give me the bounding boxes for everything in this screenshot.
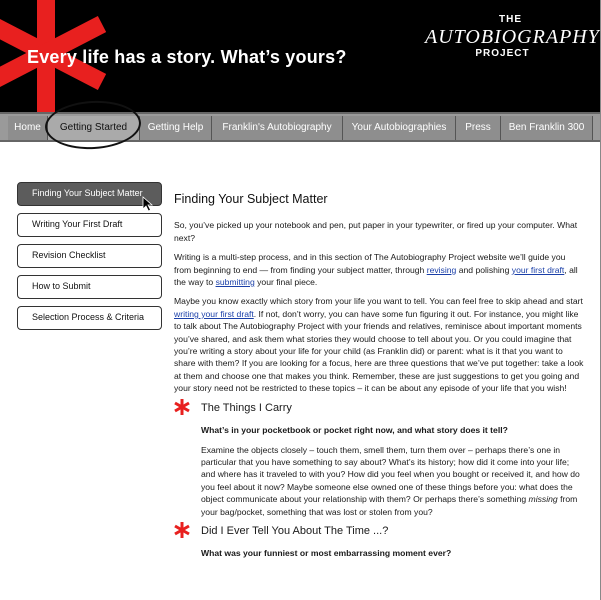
logo-project: PROJECT [475, 48, 530, 59]
nav-your-autobiographies[interactable]: Your Autobiographies [343, 116, 456, 140]
section-title: The Things I Carry [201, 401, 292, 414]
logo-main: AUTOBIOGRAPHY [425, 26, 600, 48]
text: and polishing [456, 264, 512, 275]
section-heading-things-i-carry [201, 402, 584, 414]
text: Examine the objects closely – touch them, smell them, turn them over – perhaps there’s one in particular that you have something to say about? What’s its history; how did it come into your life; and where has it traveled to with you? How did you feel when you bought or received it, and how do you feel about it now? Maybe someone else owned one of these things before you: what does the object communicate about your relationship with them? Or perhaps there’s something [201, 444, 580, 505]
red-asterisk-icon [174, 521, 190, 539]
site-tagline: Every life has a story. What’s yours? [27, 47, 347, 67]
intro-paragraph: So, you’ve picked up your notebook and pen, put paper in your typewriter, or fired up your computer. What next? [174, 220, 578, 243]
nav-press[interactable]: Press [456, 116, 501, 140]
site-header [0, 0, 601, 112]
text: , all the way to [174, 264, 578, 288]
nav-franklins-autobiography[interactable]: Franklin's Autobiography [212, 116, 343, 140]
section-question: What’s in your pocketbook or pocket right now, and what story does it tell? [201, 425, 508, 436]
logo-the: THE [499, 14, 522, 25]
sidebar [17, 182, 162, 337]
writing-first-draft-link[interactable]: writing your first draft [174, 308, 254, 319]
section-title: Did I Ever Tell You About The Time ...? [201, 524, 389, 537]
nav-ben-franklin-300[interactable]: Ben Franklin 300 [501, 116, 593, 140]
revising-link[interactable]: revising [426, 264, 457, 275]
sidebar-item-writing-first-draft[interactable]: Writing Your First Draft [17, 213, 162, 237]
main-content [174, 193, 584, 567]
nav-getting-help[interactable]: Getting Help [140, 116, 212, 140]
sidebar-item-selection-process[interactable]: Selection Process & Criteria [17, 306, 162, 330]
red-asterisk-icon [174, 398, 190, 416]
mouse-pointer-icon [142, 196, 156, 212]
text: . If not, don’t worry, you can have some fun figuring it out. For instance, you might like to talk about The Autobiography Project with your friends and relatives, reminisce about important moments you’ve shared, and ask them what stories they would choose to tell about you. Or you could imagine that you’re writing a story about your life for your child (as Franklin did) or parent: what is it that you want to share with them? If you are looking for a focus, here are three questions that we’ve put together: take a look at them and choose one that makes you think. Remember, these are just suggestions to get you going and your story need not be restricted to these topics – it can be about any episode of your life that you wish! [174, 308, 584, 394]
section-heading-did-i-ever-tell-you [201, 525, 584, 537]
text: your final piece. [254, 277, 318, 288]
nav-getting-started[interactable]: Getting Started [48, 116, 140, 140]
sidebar-item-how-to-submit[interactable]: How to Submit [17, 275, 162, 299]
first-draft-link[interactable]: your first draft [511, 264, 565, 275]
text: Maybe you know exactly which story from your life you want to tell. You can feel free to skip ahead and start [174, 296, 583, 307]
suggestion-paragraph [174, 295, 584, 394]
text: Writing is a multi-step process, and in this section of The Autobiography Project website we’ll guide you from beginning to end — from finding your subject matter, through [174, 252, 566, 275]
nav-home[interactable]: Home [8, 116, 48, 140]
process-paragraph [174, 251, 584, 288]
main-nav [0, 112, 601, 142]
text: from your bag/pocket, something that was lost or stolen from you? [201, 494, 578, 517]
section-body [201, 444, 584, 518]
submitting-link[interactable]: submitting [215, 277, 255, 288]
page-title: Finding Your Subject Matter [174, 192, 328, 206]
autobiography-project-logo[interactable] [425, 14, 600, 59]
sidebar-item-revision-checklist[interactable]: Revision Checklist [17, 244, 162, 268]
section-question: What was your funniest or most embarrassing moment ever? [201, 548, 452, 559]
sidebar-item-finding-subject-matter[interactable]: Finding Your Subject Matter [17, 182, 162, 206]
emphasis-text: missing [528, 494, 558, 505]
